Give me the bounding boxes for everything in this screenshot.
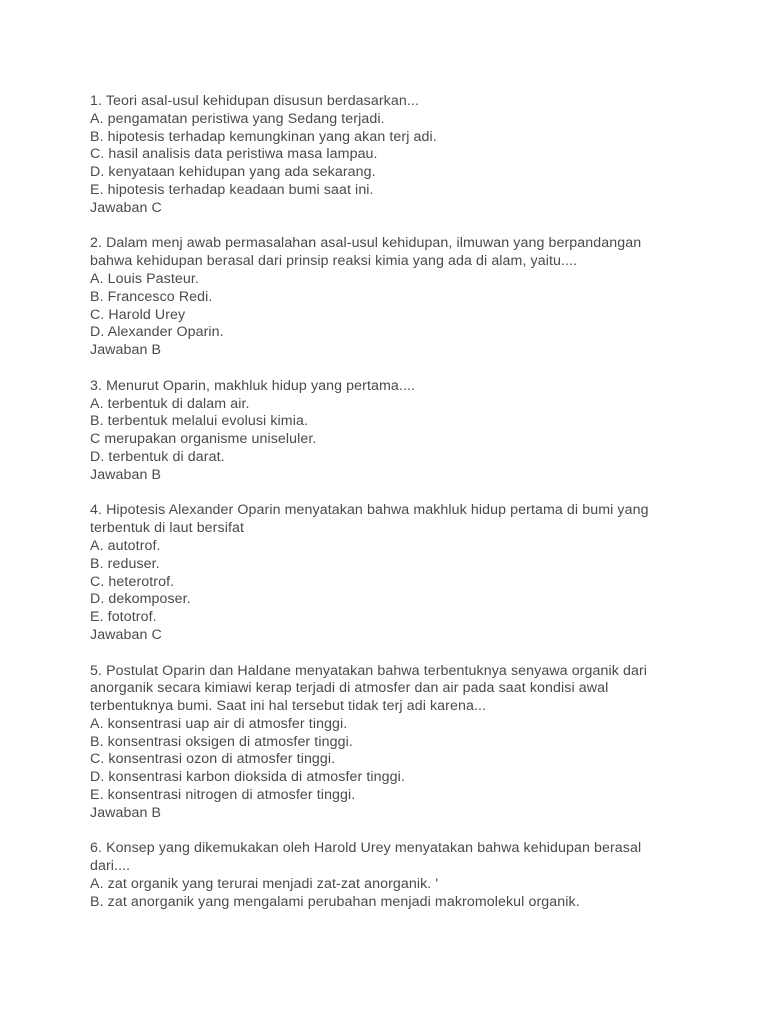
option-b: B. zat anorganik yang mengalami perubahan menjadi makromolekul organik.	[90, 893, 580, 910]
option-a: A. pengamatan peristiwa yang Sedang terjadi.	[90, 110, 385, 127]
option-a: A. zat organik yang terurai menjadi zat-zat anorganik. '	[90, 876, 439, 893]
option-b: B. hipotesis terhadap kemungkinan yang akan terj adi.	[90, 128, 437, 145]
answer: Jawaban B	[90, 466, 162, 483]
question-3	[90, 378, 730, 485]
question-text: 2. Dalam menj awab permasalahan asal-usul kehidupan, ilmuwan yang berpandangan	[90, 235, 642, 252]
answer: Jawaban C	[90, 199, 162, 216]
question-text: 3. Menurut Oparin, makhluk hidup yang pertama....	[90, 377, 416, 394]
option-e: E. hipotesis terhadap keadaan bumi saat ini.	[90, 181, 374, 198]
option-a: A. autotrof.	[90, 537, 161, 554]
question-text-continued: terbentuk di laut bersifat	[90, 520, 245, 537]
option-d: D. terbentuk di darat.	[90, 448, 225, 465]
question-text-continued: bahwa kehidupan berasal dari prinsip reaksi kimia yang ada di alam, yaitu....	[90, 253, 578, 270]
option-b: B. konsentrasi oksigen di atmosfer tinggi.	[90, 733, 353, 750]
document-body	[90, 93, 730, 929]
question-text-continued: dari....	[90, 858, 131, 875]
option-a: A. terbentuk di dalam air.	[90, 395, 250, 412]
answer: Jawaban C	[90, 626, 162, 643]
question-text: 6. Konsep yang dikemukakan oleh Harold Urey menyatakan bahwa kehidupan berasal	[90, 840, 642, 857]
option-d: D. konsentrasi karbon dioksida di atmosfer tinggi.	[90, 769, 405, 786]
question-text: 5. Postulat Oparin dan Haldane menyatakan bahwa terbentuknya senyawa organik dari	[90, 662, 648, 679]
option-e: E. konsentrasi nitrogen di atmosfer tinggi.	[90, 787, 356, 804]
option-a: A. Louis Pasteur.	[90, 270, 199, 287]
option-b: B. reduser.	[90, 555, 160, 572]
question-1	[90, 93, 730, 218]
option-c: C merupakan organisme uniseluler.	[90, 431, 317, 448]
option-c: C. Harold Urey	[90, 306, 186, 323]
option-b: B. terbentuk melalui evolusi kimia.	[90, 413, 308, 430]
option-d: D. Alexander Oparin.	[90, 324, 224, 341]
option-c: C. heterotrof.	[90, 573, 175, 590]
question-5	[90, 663, 730, 823]
question-6	[90, 840, 730, 911]
option-c: C. hasil analisis data peristiwa masa lampau.	[90, 146, 378, 163]
option-c: C. konsentrasi ozon di atmosfer tinggi.	[90, 751, 336, 768]
question-4	[90, 502, 730, 644]
option-b: B. Francesco Redi.	[90, 288, 213, 305]
option-e: E. fototrof.	[90, 609, 157, 626]
option-d: D. dekomposer.	[90, 591, 191, 608]
answer: Jawaban B	[90, 342, 162, 359]
option-a: A. konsentrasi uap air di atmosfer tinggi.	[90, 715, 348, 732]
option-d: D. kenyataan kehidupan yang ada sekarang.	[90, 164, 376, 181]
question-2	[90, 235, 730, 360]
answer: Jawaban B	[90, 804, 162, 821]
question-text-continued: terbentuknya bumi. Saat ini hal tersebut tidak terj adi karena...	[90, 698, 487, 715]
question-text: 1. Teori asal-usul kehidupan disusun berdasarkan...	[90, 93, 419, 109]
question-text: 4. Hipotesis Alexander Oparin menyatakan bahwa makhluk hidup pertama di bumi yang	[90, 502, 649, 519]
question-text-continued: anorganik secara kimiawi kerap terjadi di atmosfer dan air pada saat kondisi awal	[90, 680, 609, 697]
